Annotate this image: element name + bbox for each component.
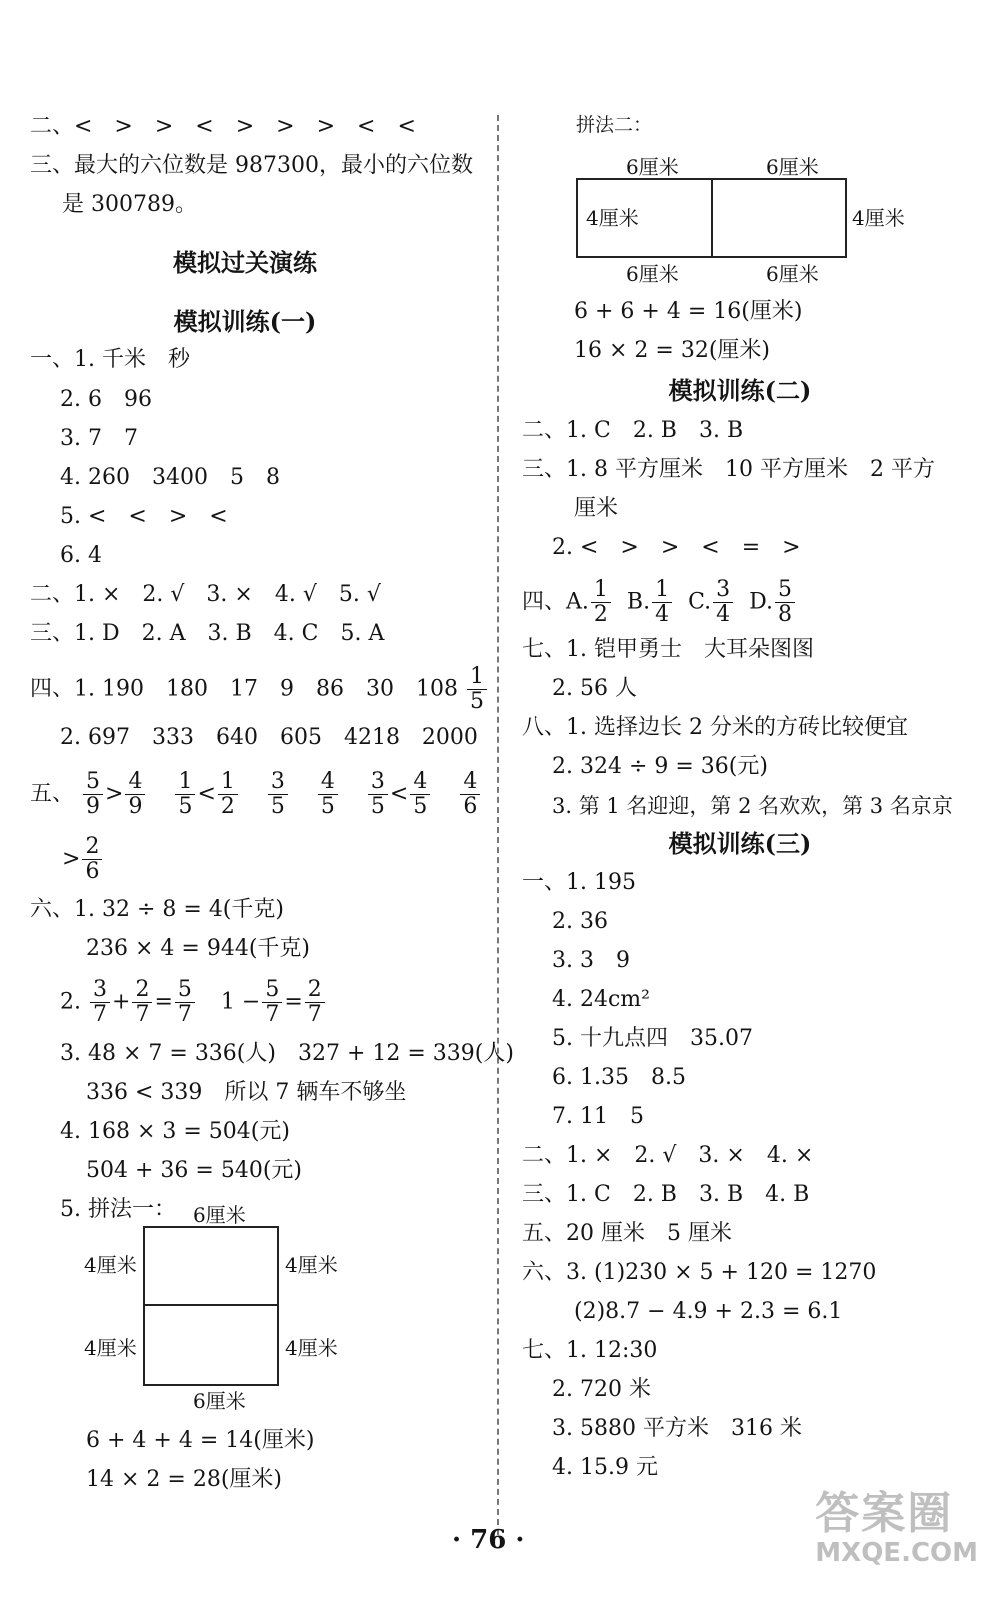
r2-answer-ba-3: 3. 第 1 名迎迎，第 2 名欢欢，第 3 名京京: [552, 794, 953, 818]
fraction: $\frac{1}{5}$: [467, 665, 487, 714]
r2-answer-er: 二、1. C 2. B 3. B: [522, 418, 744, 443]
fig1-left-label-1: 4厘米: [84, 1253, 137, 1277]
fraction: $\frac{2}{7}$: [132, 978, 152, 1027]
r3-answer-6: 6. 1.35 8.5: [552, 1065, 686, 1090]
fig1-rect-top: [143, 1226, 279, 1306]
fig1-bottom-label: 6厘米: [193, 1389, 246, 1413]
answer-5-label: 五、: [30, 781, 75, 807]
subsection-title-1: 模拟训练(一): [173, 307, 317, 336]
fraction: $\frac{5}{7}$: [262, 978, 282, 1027]
r3-answer-qi-3: 3. 5880 平方米 316 米: [552, 1416, 802, 1441]
answer-6-2: 2. $\frac{3}{7}$ + $\frac{2}{7}$ = $\frac{5}{7}$ 1 − $\frac{5}{7}$ = $\frac{2}{7}$: [60, 978, 327, 1027]
answer-6-4a: 4. 168 × 3 = 504(元): [60, 1119, 290, 1144]
fraction: $\frac{2}{6}$: [82, 835, 102, 884]
fig1-rect-bottom: [143, 1304, 279, 1386]
r2-answer-san-1a: 三、1. 8 平方厘米 10 平方厘米 2 平方: [522, 457, 935, 482]
answer-1-3: 3. 7 7: [60, 426, 138, 451]
fraction: $\frac{4}{5}$: [410, 770, 430, 819]
r3-answer-7: 7. 11 5: [552, 1104, 644, 1129]
fraction: $\frac{4}{9}$: [125, 770, 145, 819]
watermark-logo: 答案圈 MXQE.COM: [815, 1488, 978, 1568]
answer-4-2: 2. 697 333 640 605 4218 2000: [60, 725, 478, 750]
fraction: $\frac{3}{5}$: [368, 770, 388, 819]
answer-3: 三、1. D 2. A 3. B 4. C 5. A: [30, 621, 385, 646]
fraction: $\frac{3}{5}$: [268, 770, 288, 819]
fig2-top-label-1: 6厘米: [626, 155, 679, 179]
section-heading: 模拟过关演练: [173, 248, 317, 277]
r3-answer-er: 二、1. × 2. √ 3. × 4. ×: [522, 1143, 814, 1168]
fig2-inner-label: 4厘米: [586, 206, 639, 230]
fig2-bottom-label-2: 6厘米: [766, 262, 819, 286]
fraction: $\frac{1}{4}$: [652, 578, 672, 627]
fraction: $\frac{1}{2}$: [591, 578, 611, 627]
r3-answer-1: 一、1. 195: [522, 870, 636, 895]
answer-6-1a: 六、1. 32 ÷ 8 = 4(千克): [30, 897, 284, 922]
column-divider: [497, 115, 499, 1535]
fig1-top-label: 6厘米: [193, 1203, 246, 1227]
calc-1a: 6 + 4 + 4 = 14(厘米): [86, 1428, 315, 1453]
answer-1-5: 5. < < > <: [60, 504, 228, 529]
fig2-right-label: 4厘米: [852, 206, 905, 230]
answer-san-line2: 是 300789。: [62, 192, 197, 217]
r3-answer-qi-2: 2. 720 米: [552, 1377, 651, 1402]
calc-2b: 16 × 2 = 32(厘米): [574, 338, 770, 363]
page-number: · 76 ·: [452, 1525, 525, 1555]
fraction: $\frac{4}{5}$: [318, 770, 338, 819]
answer-6-3a: 3. 48 × 7 = 336(人) 327 + 12 = 339(人): [60, 1041, 514, 1066]
fraction: $\frac{3}{4}$: [713, 578, 733, 627]
r3-answer-liu-1: 六、3. (1)230 × 5 + 120 = 1270: [522, 1260, 877, 1285]
subsection-title-2: 模拟训练(二): [668, 376, 812, 405]
fig2-bottom-label-1: 6厘米: [626, 262, 679, 286]
answer-4-1: [30, 665, 489, 714]
r2-answer-ba-1: 八、1. 选择边长 2 分米的方砖比较便宜: [522, 715, 908, 740]
r2-answer-ba-2: 2. 324 ÷ 9 = 36(元): [552, 754, 768, 779]
r3-answer-5: 5. 十九点四 35.07: [552, 1026, 753, 1051]
fig1-left-label-2: 4厘米: [84, 1336, 137, 1360]
r2-answer-qi-2: 2. 56 人: [552, 676, 637, 701]
r3-answer-liu-2: (2)8.7 − 4.9 + 2.3 = 6.1: [574, 1299, 843, 1324]
fraction: $\frac{5}{9}$: [83, 770, 103, 819]
fig1-right-label-2: 4厘米: [285, 1336, 338, 1360]
answer-er: 二、< > > < > > > < <: [30, 114, 416, 139]
r3-answer-wu: 五、20 厘米 5 厘米: [522, 1221, 732, 1246]
fig1-right-label-1: 4厘米: [285, 1253, 338, 1277]
r3-answer-qi-1: 七、1. 12:30: [522, 1338, 658, 1363]
fig2-rect-right: [711, 178, 847, 258]
answer-1-6: 6. 4: [60, 543, 102, 568]
answer-5-row2: > $\frac{2}{6}$: [62, 835, 104, 884]
fraction: $\frac{5}{8}$: [775, 578, 795, 627]
r2-answer-san-2: 2. < > > < = >: [552, 535, 801, 560]
answer-1-4: 4. 260 3400 5 8: [60, 465, 280, 490]
pinfa-2-label: 拼法二：: [576, 114, 653, 136]
answer-2: 二、1. × 2. √ 3. × 4. √ 5. √: [30, 582, 381, 607]
answer-6-4b: 504 + 36 = 540(元): [86, 1158, 302, 1183]
fig2-top-label-2: 6厘米: [766, 155, 819, 179]
r2-answer-si: 四、A. $\frac{1}{2}$ B. $\frac{1}{4}$ C. $\frac{3}{4}$ D. $\frac{5}{8}$: [522, 578, 797, 627]
r2-answer-san-1b: 厘米: [574, 496, 619, 521]
fraction: $\frac{3}{7}$: [90, 978, 110, 1027]
fraction: $\frac{1}{2}$: [218, 770, 238, 819]
answer-1-1: 一、1. 千米 秒: [30, 347, 190, 372]
r3-answer-3: 3. 3 9: [552, 948, 630, 973]
answer-1-2: 2. 6 96: [60, 387, 152, 412]
answer-4-1-text: 四、1. 190 180 17 9 86 30 108: [30, 676, 458, 702]
answer-6-3b: 336 < 339 所以 7 辆车不够坐: [86, 1080, 407, 1105]
r3-answer-qi-4: 4. 15.9 元: [552, 1455, 658, 1480]
fraction: $\frac{1}{5}$: [175, 770, 195, 819]
subsection-title-3: 模拟训练(三): [668, 829, 812, 858]
calc-1b: 14 × 2 = 28(厘米): [86, 1467, 282, 1492]
fraction: $\frac{2}{7}$: [305, 978, 325, 1027]
r3-answer-san: 三、1. C 2. B 3. B 4. B: [522, 1182, 810, 1207]
calc-2a: 6 + 6 + 4 = 16(厘米): [574, 299, 803, 324]
r2-answer-qi-1: 七、1. 铠甲勇士 大耳朵图图: [522, 637, 814, 662]
answer-6-5: 5. 拼法一：: [60, 1197, 176, 1222]
fraction: $\frac{4}{6}$: [460, 770, 480, 819]
r3-answer-2: 2. 36: [552, 909, 608, 934]
answer-san-line1: 三、最大的六位数是 987300，最小的六位数: [30, 153, 473, 178]
answer-6-1b: 236 × 4 = 944(千克): [86, 936, 310, 961]
fraction: $\frac{5}{7}$: [175, 978, 195, 1027]
r3-answer-4: 4. 24cm²: [552, 987, 650, 1012]
answer-5-row1: 五、 $\frac{5}{9}$ > $\frac{4}{9}$ $\frac{1}{5}$ < $\frac{1}{2}$ $\frac{3}{5}$ $\frac{4}{5}$ $\frac{3}{5}$ < $\frac{4}{5}$ $\frac{4}{6}$: [30, 770, 482, 819]
